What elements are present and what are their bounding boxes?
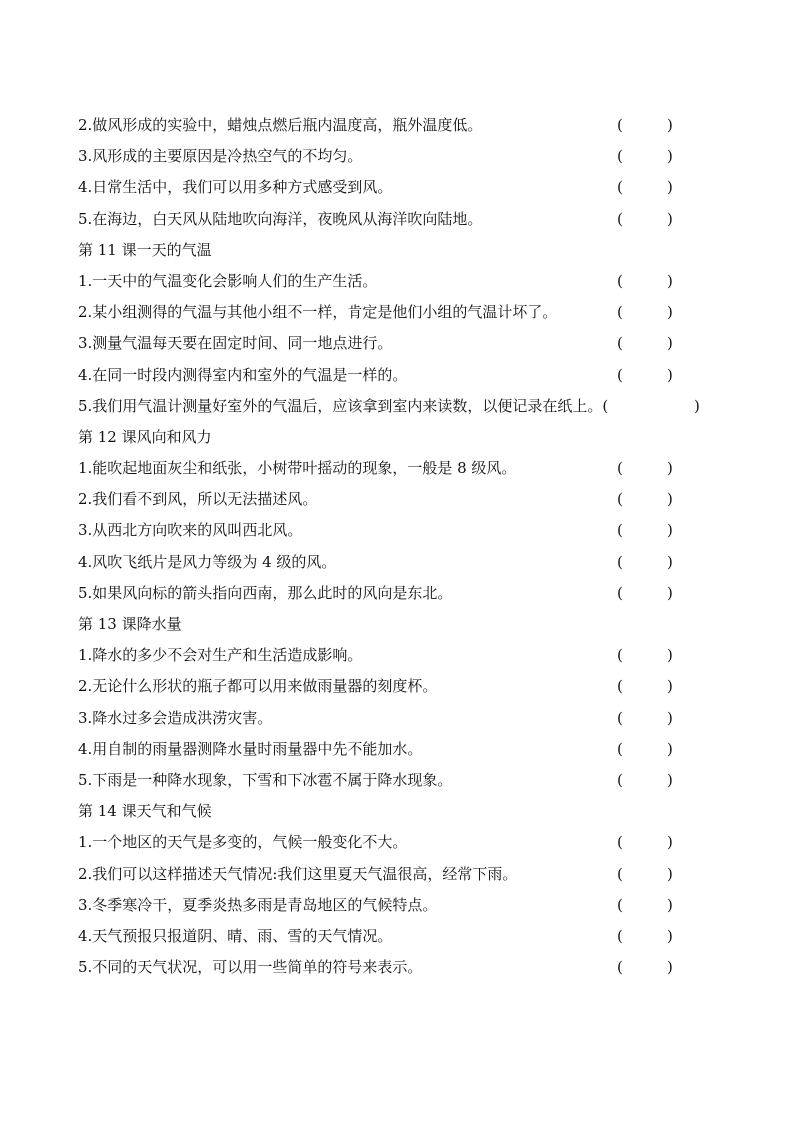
question-text: 5.如果风向标的箭头指向西南，那么此时的风向是东北。	[78, 583, 453, 602]
question-text: 5.下雨是一种降水现象，下雪和下冰雹不属于降水现象。	[78, 770, 453, 789]
question-text: 5.不同的天气状况，可以用一些简单的符号来表示。	[78, 958, 423, 977]
question-text: 4.在同一时段内测得室内和室外的气温是一样的。	[78, 365, 408, 384]
question-line: 2.我们可以这样描述天气情况:我们这里夏天气温很高，经常下雨。 ( )	[0, 859, 794, 890]
question-text: 3.测量气温每天要在固定时间、同一地点进行。	[78, 334, 393, 353]
worksheet-page	[0, 110, 794, 983]
question-line: 3.冬季寒冷干，夏季炎热多雨是青岛地区的气候特点。 ( )	[0, 890, 794, 921]
question-text: 4.天气预报只报道阴、晴、雨、雪的天气情况。	[78, 926, 393, 945]
section-heading: 第 14 课天气和气候	[78, 802, 212, 821]
question-line: 4.用自制的雨量器测降水量时雨量器中先不能加水。 ( )	[0, 734, 794, 765]
question-text: 4.日常生活中，我们可以用多种方式感受到风。	[78, 178, 393, 197]
question-line: 4.风吹飞纸片是风力等级为 4 级的风。 ( )	[0, 547, 794, 578]
question-text: 1.降水的多少不会对生产和生活造成影响。	[78, 646, 363, 665]
question-text: 3.风形成的主要原因是冷热空气的不均匀。	[78, 147, 363, 166]
question-line: 4.天气预报只报道阴、晴、雨、雪的天气情况。 ( )	[0, 921, 794, 952]
question-text: 1.能吹起地面灰尘和纸张，小树带叶摇动的现象，一般是 8 级风。	[78, 459, 517, 478]
question-text: 5.在海边，白天风从陆地吹向海洋，夜晚风从海洋吹向陆地。	[78, 209, 483, 228]
question-text: 4.风吹飞纸片是风力等级为 4 级的风。	[78, 552, 337, 571]
question-text: 2.我们可以这样描述天气情况:我们这里夏天气温很高，经常下雨。	[78, 864, 518, 883]
question-line: 5.如果风向标的箭头指向西南，那么此时的风向是东北。 ( )	[0, 578, 794, 609]
section-heading: 第 13 课降水量	[78, 615, 182, 633]
question-line: 4.在同一时段内测得室内和室外的气温是一样的。 ( )	[0, 360, 794, 391]
question-text: 3.从西北方向吹来的风叫西北风。	[78, 521, 303, 540]
question-line: 1.能吹起地面灰尘和纸张，小树带叶摇动的现象，一般是 8 级风。 ( )	[0, 453, 794, 484]
question-line: 3.从西北方向吹来的风叫西北风。 ( )	[0, 515, 794, 546]
question-line: 5.在海边，白天风从陆地吹向海洋，夜晚风从海洋吹向陆地。 ( )	[0, 204, 794, 235]
question-line: 3.降水过多会造成洪涝灾害。 ( )	[0, 703, 794, 734]
question-text: 2.我们看不到风，所以无法描述风。	[78, 490, 318, 509]
question-line: 2.无论什么形状的瓶子都可以用来做雨量器的刻度杯。 ( )	[0, 671, 794, 702]
question-text: 5.我们用气温计测量好室外的气温后，应该拿到室内来读数，以便记录在纸上。(	[78, 396, 609, 415]
question-line: 2.我们看不到风，所以无法描述风。 ( )	[0, 484, 794, 515]
question-text: 3.冬季寒冷干，夏季炎热多雨是青岛地区的气候特点。	[78, 895, 438, 914]
question-line: 3.测量气温每天要在固定时间、同一地点进行。 ( )	[0, 328, 794, 359]
question-text: 1.一天中的气温变化会影响人们的生产生活。	[78, 271, 378, 290]
question-line: 2.某小组测得的气温与其他小组不一样，肯定是他们小组的气温计坏了。 ( )	[0, 297, 794, 328]
question-line: 1.降水的多少不会对生产和生活造成影响。 ( )	[0, 640, 794, 671]
question-text: 3.降水过多会造成洪涝灾害。	[78, 708, 273, 727]
question-line: 2.做风形成的实验中，蜡烛点燃后瓶内温度高，瓶外温度低。 ( )	[0, 110, 794, 141]
section-heading: 第 11 课一天的气温	[78, 240, 212, 259]
question-text: 1.一个地区的天气是多变的，气候一般变化不大。	[78, 833, 408, 852]
question-line: 1.一天中的气温变化会影响人们的生产生活。 ( )	[0, 266, 794, 297]
question-line: 1.一个地区的天气是多变的，气候一般变化不大。 ( )	[0, 827, 794, 858]
question-line: 5.不同的天气状况，可以用一些简单的符号来表示。 ( )	[0, 952, 794, 983]
question-text: 2.无论什么形状的瓶子都可以用来做雨量器的刻度杯。	[78, 677, 438, 696]
section-heading: 第 12 课风向和风力	[78, 427, 212, 446]
question-text: 2.某小组测得的气温与其他小组不一样，肯定是他们小组的气温计坏了。	[78, 303, 558, 322]
question-line: 5.我们用气温计测量好室外的气温后，应该拿到室内来读数，以便记录在纸上。( )	[0, 391, 794, 422]
question-text: 2.做风形成的实验中，蜡烛点燃后瓶内温度高，瓶外温度低。	[78, 116, 483, 134]
question-line: 4.日常生活中，我们可以用多种方式感受到风。 ( )	[0, 172, 794, 203]
question-text: 4.用自制的雨量器测降水量时雨量器中先不能加水。	[78, 739, 423, 758]
question-line: 3.风形成的主要原因是冷热空气的不均匀。 ( )	[0, 141, 794, 172]
question-line: 5.下雨是一种降水现象，下雪和下冰雹不属于降水现象。 ( )	[0, 765, 794, 796]
